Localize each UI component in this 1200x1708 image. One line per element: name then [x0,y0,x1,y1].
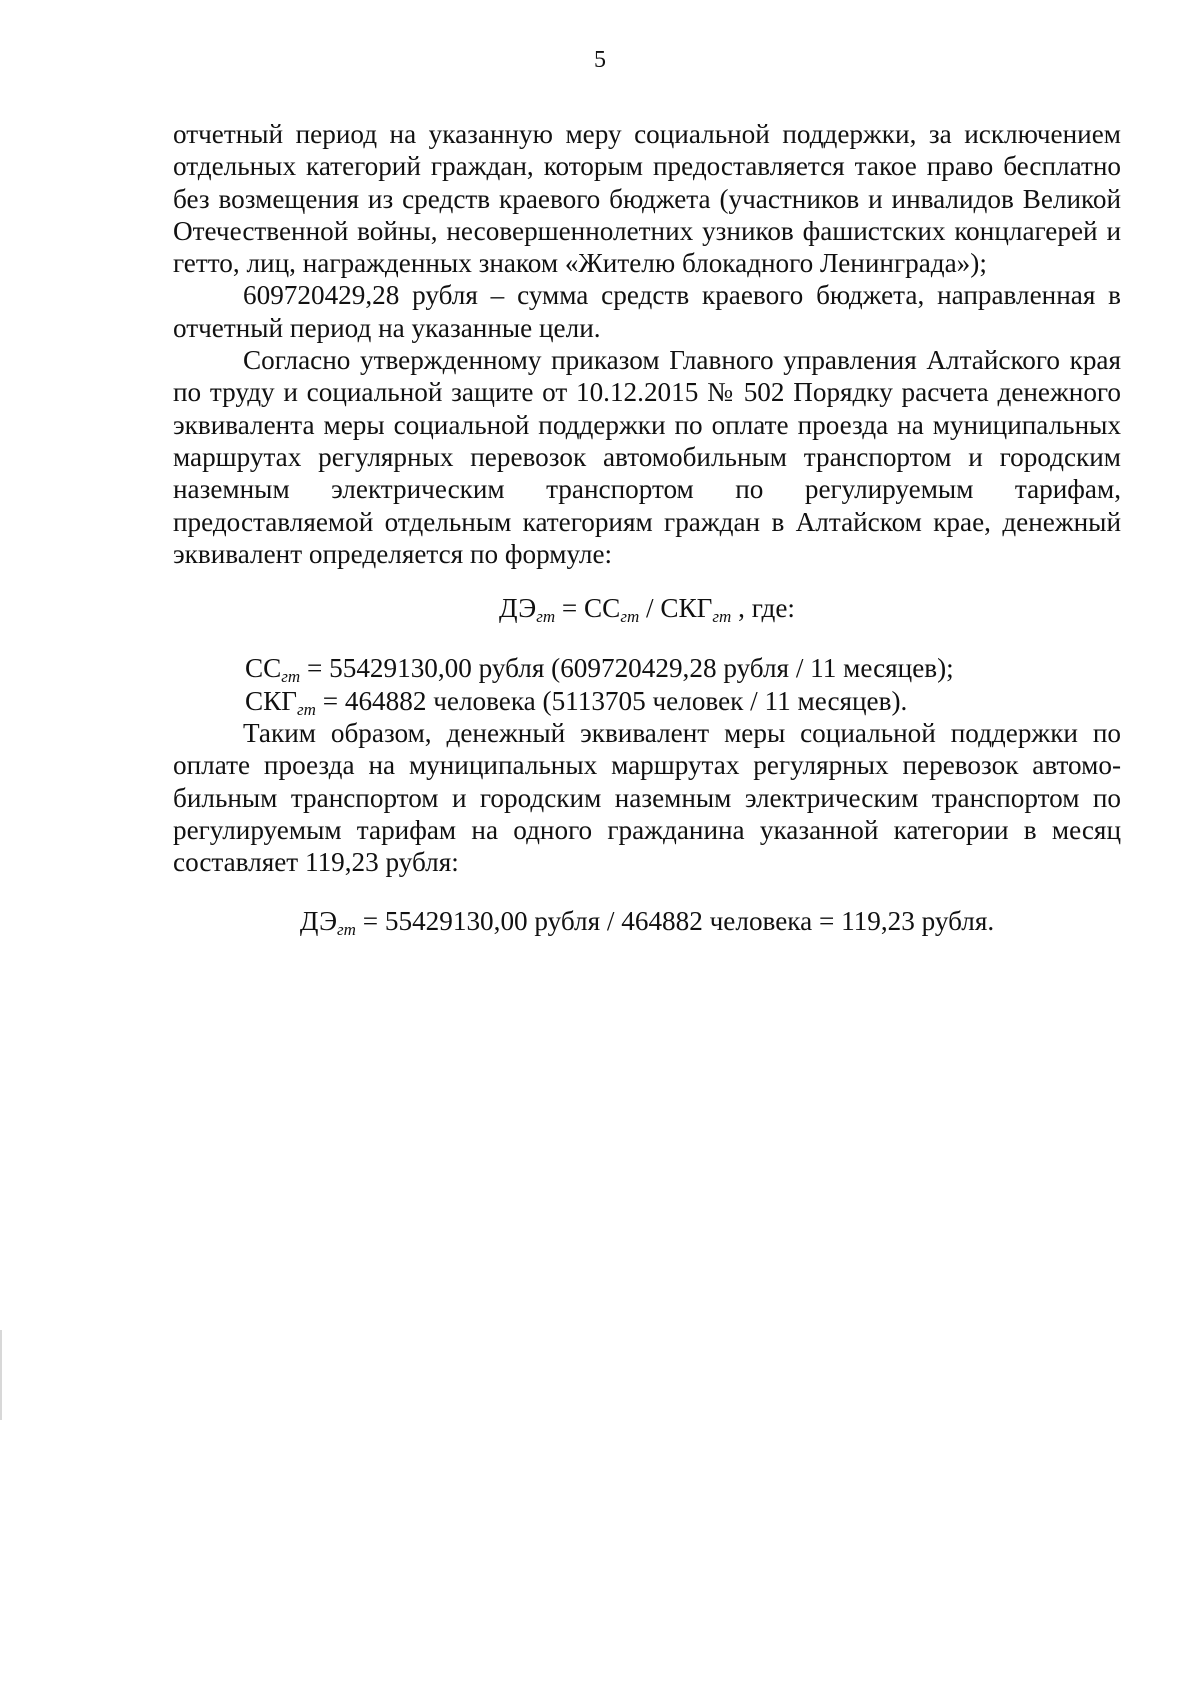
document-body [173,118,1121,937]
formula-result [173,905,1121,937]
result-de-subscript: гт [337,919,356,939]
formula-de-symbol: ДЭ [499,593,537,624]
definition-cc-value: = 55429130,00 рубля (609720429,28 рубля / 11 месяцев); [300,653,954,684]
definition-cc [173,652,1121,687]
formula-skg-symbol: СКГ [660,593,713,624]
formula-de-subscript: гт [536,607,556,627]
paragraph-budget-sum: 609720429,28 рубля – сумма средств краевого бюджета, направленная в отчетный период на указанные цели. [173,280,1121,343]
formula-cc-symbol: СС [584,593,621,624]
page-number: 5 [594,47,606,73]
scan-edge-mark [0,1330,2,1420]
definition-skg-symbol: СКГ [245,685,297,716]
definition-skg-value: = 464882 человека (5113705 человек / 11 месяцев). [315,685,908,716]
definition-skg [173,685,1121,717]
formula-slash: / [639,593,661,624]
result-de-symbol: ДЭ [299,905,338,936]
formula-equals: = [555,593,585,624]
definition-cc-subscript: гт [281,667,301,687]
paragraph-conclusion: Таким образом, денежный эквивалент меры социальной поддержки по оплате проезда на муниципальных маршрутах регулярных перевозок автомобильным транспортом и городским наземным электрическим транспортом по регулируемым тарифам на одного гражданина указанной категории в месяц составляет 119,23 рубля: [173,718,1121,878]
formula-cc-subscript: гт [620,607,640,627]
formula-skg-subscript: гт [712,607,732,627]
paragraph-calculation-order: Согласно утвержденному приказом Главного управления Алтайского края по труду и социальной защите от 10.12.2015 № 502 Порядку расчета денежного эквивалента меры социальной поддержки по оплате проезда на муниципальных маршрутах регулярных перевозок автомобильным транспортом и городским наземным электрическим транспортом по регулируемым тарифам, предоставляемой отдельным категориям граждан в Алтайском крае, денежный эквивалент определяется по формуле: [173,345,1121,569]
definition-skg-subscript: гт [297,699,316,719]
result-value: = 55429130,00 рубля / 464882 человека = 119,23 рубля. [355,905,995,936]
formula-main [173,592,1121,627]
paragraph-continuation: отчетный период на указанную меру социальной поддержки, за исключением отдельных категорий граждан, которым предоставляется такое право бесплатно без возмещения из средств краевого бюджета (участников и инвалидов Великой Отечественной войны, несовершеннолетних узников фашистских концлагерей и гетто, лиц, награжденных знаком «Жителю блокадного Ленинграда»); [173,119,1121,279]
formula-tail: , где: [731,593,795,624]
definition-cc-symbol: СС [245,653,282,684]
